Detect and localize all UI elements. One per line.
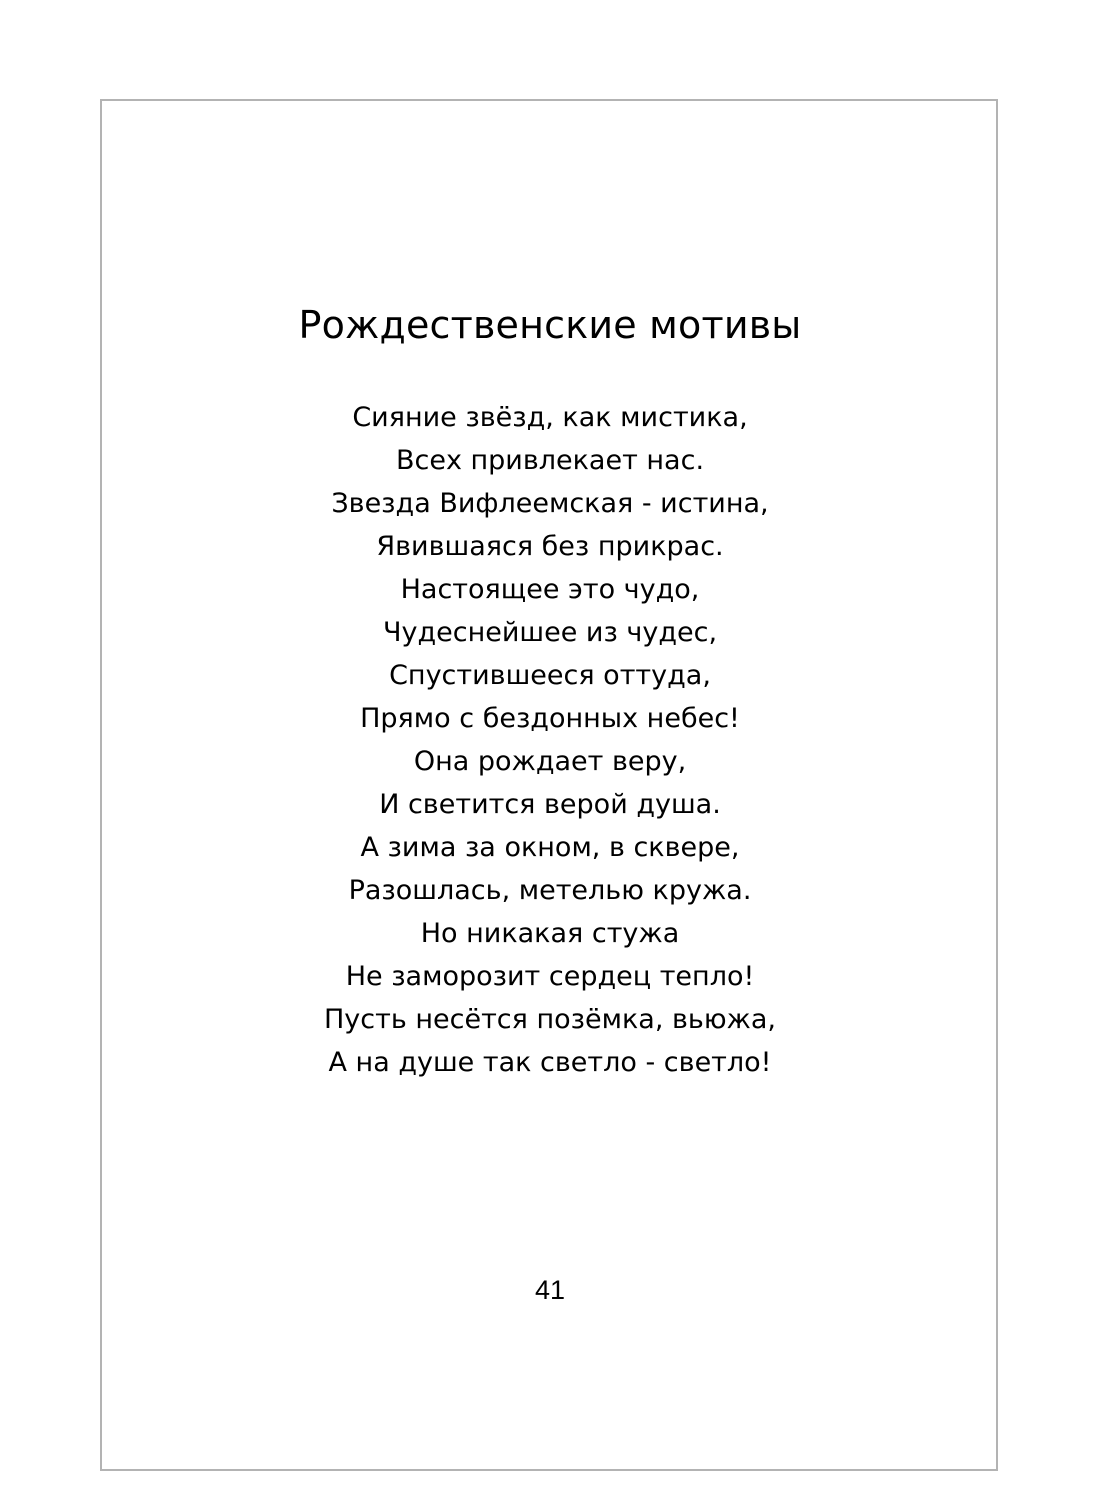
poem-line: Разошлась, метелью кружа. xyxy=(348,875,752,906)
poem-line: Прямо с бездонных небес! xyxy=(360,703,740,734)
poem-line: Явившаяся без прикрас. xyxy=(376,531,724,562)
poem-line: А зима за окном, в сквере, xyxy=(360,832,740,863)
poem-body xyxy=(0,396,1100,1084)
poem-line: Настоящее это чудо, xyxy=(400,574,700,605)
poem-line: И светится верой душа. xyxy=(379,789,721,820)
poem-line: Звезда Вифлеемская - истина, xyxy=(331,488,769,519)
poem-line: Пусть несётся позёмка, вьюжа, xyxy=(324,1004,776,1035)
poem-line: Сияние звёзд, как мистика, xyxy=(352,402,748,433)
poem-line: Но никакая стужа xyxy=(420,918,680,949)
poem-line: Спустившееся оттуда, xyxy=(389,660,711,691)
poem-line: Она рождает веру, xyxy=(413,746,687,777)
poem-line: Не заморозит сердец тепло! xyxy=(345,961,755,992)
poem-line: А на душе так светло - светло! xyxy=(328,1047,772,1078)
poem-title: Рождественские мотивы xyxy=(298,303,802,347)
page-number: 41 xyxy=(534,1275,566,1305)
poem-line: Чудеснейшее из чудес, xyxy=(382,617,718,648)
poem-line: Всех привлекает нас. xyxy=(395,445,705,476)
